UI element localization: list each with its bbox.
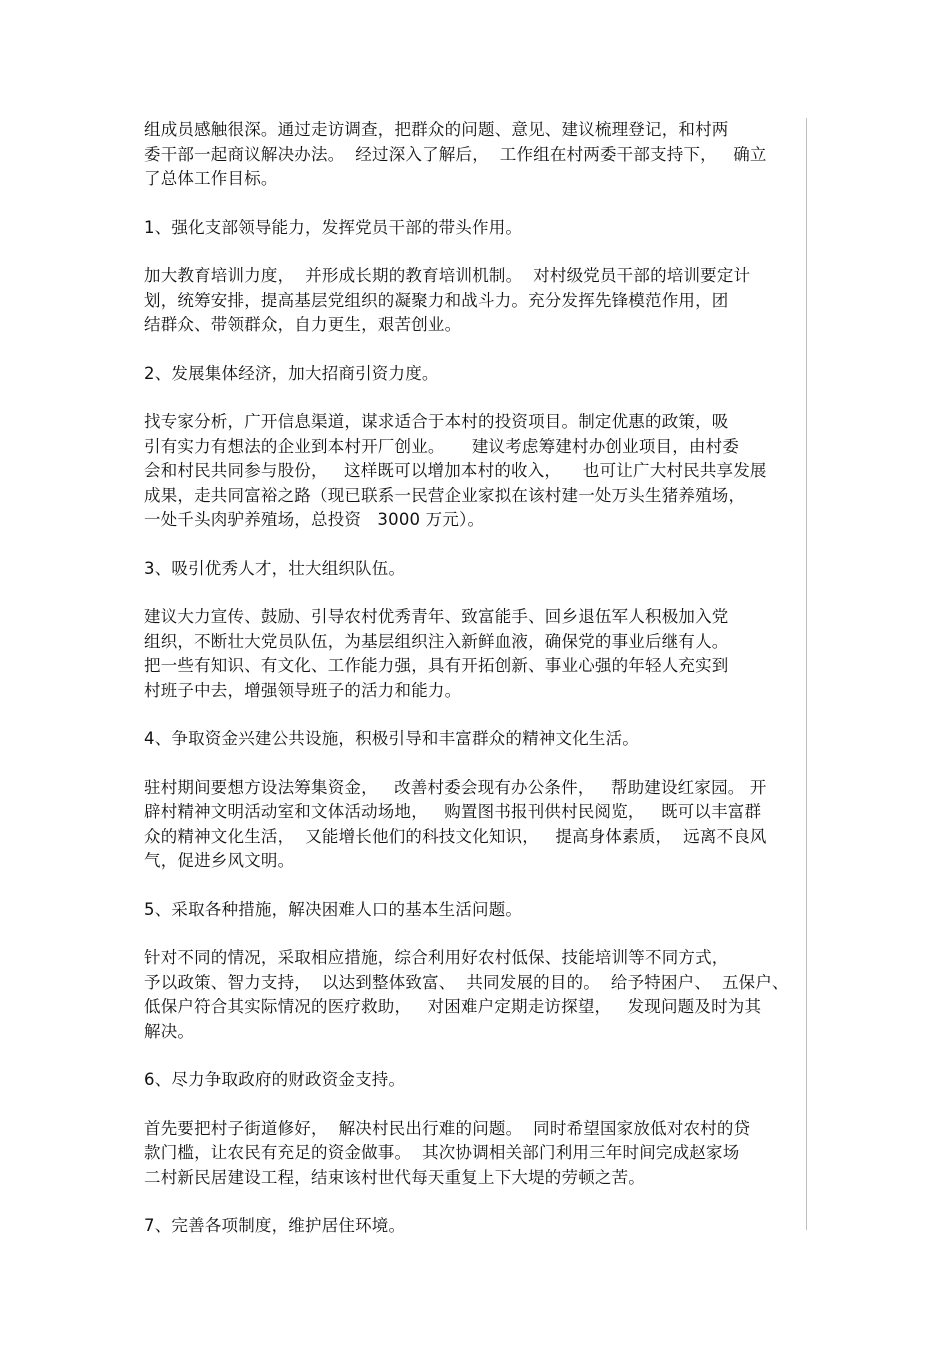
heading-text: 2、发展集体经济，加大招商引资力度。 [144,363,439,383]
paragraph-line: 结群众、带领群众，自力更生，艰苦创业。 [144,315,462,334]
paragraph-spacer [144,533,806,557]
section-heading [144,216,806,241]
paragraph-spacer [144,1190,806,1214]
paragraph-spacer [144,752,806,776]
heading-text: 3、吸引优秀人才，壮大组织队伍。 [144,558,406,578]
paragraph-spacer [144,581,806,605]
page-right-border [806,118,807,1230]
paragraph-line: 加大教育培训力度， 并形成长期的教育培训机制。 对村级党员干部的培训要定计 [144,266,751,285]
heading-text: 6、尽力争取政府的财政资金支持。 [144,1070,406,1089]
paragraph-line: 驻村期间要想方设法筹集资金， 改善村委会现有办公条件， 帮助建设红家园。 开 [144,777,767,797]
heading-text: 5、采取各种措施，解决困难人口的基本生活问题。 [144,899,523,919]
paragraph-line: 气，促进乡风文明。 [144,851,295,870]
section-heading [144,362,806,387]
paragraph-line: 二村新民居建设工程，结束该村世代每天重复上下大堤的劳顿之苦。 [144,1167,645,1187]
paragraph-line: 委干部一起商议解决办法。 经过深入了解后， 工作组在村两委干部支持下， 确立 [144,144,767,164]
paragraph-line: 低保户符合其实际情况的医疗救助， 对困难户定期走访探望， 发现问题及时为其 [144,997,762,1016]
paragraph [144,410,806,533]
paragraph-line: 众的精神文化生活， 又能增长他们的科技文化知识， 提高身体素质， 远离不良风 [144,826,767,846]
paragraph-line: 组成员感触很深。通过走访调查，把群众的问题、意见、建议梳理登记，和村两 [144,120,729,139]
paragraph-line: 针对不同的情况，采取相应措施，综合利用好农村低保、技能培训等不同方式， [144,948,729,967]
paragraph-spacer [144,192,806,216]
paragraph-line: 成果，走共同富裕之路（现已联系一民营企业家拟在该村建一处万头生猪养殖场， [144,485,746,505]
heading-text: 4、争取资金兴建公共设施，积极引导和丰富群众的精神文化生活。 [144,729,639,748]
section-heading [144,727,806,752]
paragraph [144,118,806,192]
heading-text: 1、强化支部领导能力，发挥党员干部的带头作用。 [144,217,523,237]
paragraph [144,946,806,1044]
paragraph-line: 辟村精神文明活动室和文体活动场地， 购置图书报刊供村民阅览， 既可以丰富群 [144,802,762,821]
paragraph-line: 把一些有知识、有文化、工作能力强，具有开拓创新、事业心强的年轻人充实到 [144,656,729,675]
paragraph-line: 划，统筹安排，提高基层党组织的凝聚力和战斗力。充分发挥先锋模范作用，团 [144,290,729,310]
paragraph-line: 组织，不断壮大党员队伍，为基层组织注入新鲜血液，确保党的事业后继有人。 [144,631,729,651]
document-body [144,118,806,1239]
paragraph-line: 首先要把村子街道修好， 解决村民出行难的问题。 同时希望国家放低对农村的贷 [144,1118,751,1138]
heading-text: 7、完善各项制度，维护居住环境。 [144,1216,406,1235]
paragraph [144,605,806,703]
paragraph-line: 村班子中去，增强领导班子的活力和能力。 [144,680,462,700]
paragraph-line: 解决。 [144,1021,195,1041]
paragraph [144,776,806,874]
paragraph-spacer [144,922,806,946]
section-heading [144,1068,806,1093]
paragraph-line: 予以政策、智力支持， 以达到整体致富、 共同发展的目的。 给予特困户、 五保户、 [144,972,789,992]
paragraph-line: 找专家分析，广开信息渠道，谋求适合于本村的投资项目。制定优惠的政策，吸 [144,412,729,431]
paragraph-line: 款门槛，让农民有充足的资金做事。 其次协调相关部门利用三年时间完成赵家场 [144,1143,740,1162]
paragraph-spacer [144,874,806,898]
paragraph-spacer [144,338,806,362]
paragraph-spacer [144,1044,806,1068]
paragraph-spacer [144,386,806,410]
section-heading [144,557,806,582]
paragraph-spacer [144,240,806,264]
paragraph [144,1117,806,1191]
paragraph [144,264,806,338]
paragraph-line: 会和村民共同参与股份， 这样既可以增加本村的收入， 也可让广大村民共享发展 [144,461,767,480]
paragraph-line: 一处千头肉驴养殖场，总投资 3000 万元）。 [144,510,485,529]
paragraph-spacer [144,1093,806,1117]
paragraph-line: 建议大力宣传、鼓励、引导农村优秀青年、致富能手、回乡退伍军人积极加入党 [144,607,729,626]
paragraph-line: 了总体工作目标。 [144,169,278,188]
paragraph-line: 引有实力有想法的企业到本村开厂创业。 建议考虑筹建村办创业项目，由村委 [144,436,740,456]
paragraph-spacer [144,703,806,727]
section-heading [144,1214,806,1239]
section-heading [144,898,806,923]
